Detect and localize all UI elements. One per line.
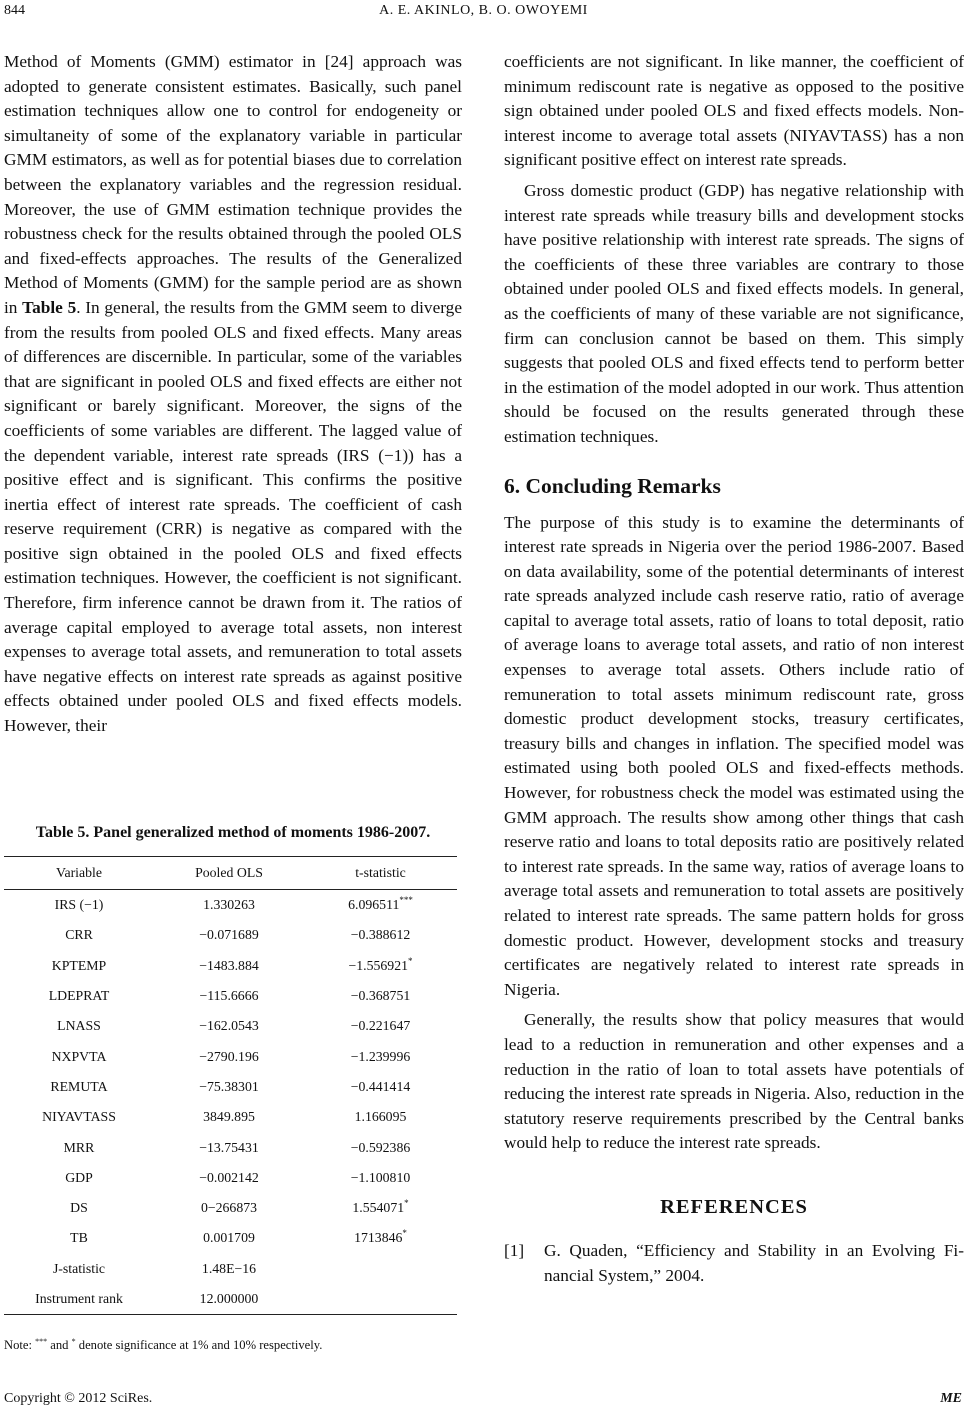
note-symbol-1: *** <box>35 1337 48 1346</box>
table-row <box>4 890 457 921</box>
cell-t-statistic <box>304 1011 457 1041</box>
significance-marker: * <box>404 1198 409 1209</box>
left-paragraph-1-rest: . In general, the results from the GMM seem to diverge from the results from pooled OLS and fixed effects. Many areas of differences are discernible. In particular, some of the variables that are significant in pooled OLS and fixed effects are either not significant or barely significant. Moreover, the signs of the coefficients of some variables are different. The lagged value of the dependent variable, interest rate spreads (IRS (−1)) has a positive effect and is significant. This confirms the positive inertia effect of interest rate spreads. The coefficient of cash reserve requirement (CRR) is negative as compared with the positive sign obtained in the pooled OLS and fixed effects estimation techniques. However, the coefficient is not significant. Therefore, firm inference cannot be drawn from it. The ratios of average capital employed to average total assets, non interest expenses to average total assets, and remuneration to total assets have negative effects on interest rate spreads as against positive effects obtained under pooled OLS and fixed effects models. However, their <box>4 297 462 736</box>
left-paragraph-1 <box>4 50 462 739</box>
cell-pooled-ols: −75.38301 <box>199 1078 259 1094</box>
cell-pooled-ols: −0.071689 <box>199 927 259 943</box>
note-text: denote significance at 1% and 10% respectively. <box>75 1338 323 1353</box>
running-authors: A. E. AKINLO, B. O. OWOYEMI <box>379 3 588 18</box>
left-paragraph-1-text: Method of Moments (GMM) estimator in [24] approach was adopted to generate consistent estimates. Basically, such panel estimation techniques allow one to control for endogeneity or simultaneity of some of the explanatory variable in particular GMM estimators, as well as for potential biases due to correlation between the explanatory variables and the regression residual. Moreover, the use of GMM estimation technique provides the robustness check for the results obtained through the pooled OLS and fixed-effects approaches. The results of the Generalized Method of Moments (GMM) for the sample period are as shown in <box>4 52 462 317</box>
table-row <box>4 1284 457 1315</box>
table-note <box>4 1337 322 1353</box>
results-table <box>4 856 457 1315</box>
right-column <box>504 50 964 1288</box>
cell-variable: CRR <box>65 927 93 943</box>
right-paragraph-2: Gross domestic product (GDP) has negative relationship with interest rate spreads while treasury bills and development stocks have positive relationship with interest rate spreads. The signs of the coefficients of these three variables are contrary to those obtained under pooled OLS and fixed effects models. In general, as the coefficients of many of these variable are not significance, firm can conclusion cannot be based on them. This simply suggests that pooled OLS and fixed effects tend to perform better in the estimation of the model adopted in our work. Thus attention should be focused on the results generated through these estimation techniques. <box>504 180 964 446</box>
t-statistic-value: −0.388612 <box>350 927 411 943</box>
table-reference: Table 5 <box>22 297 77 317</box>
significance-marker: * <box>408 955 413 966</box>
cell-pooled-ols: −115.6666 <box>199 988 259 1004</box>
cell-variable: KPTEMP <box>51 957 107 973</box>
cell-t-statistic <box>304 1284 457 1315</box>
table-row <box>4 1011 457 1041</box>
table-caption: Table 5. Panel generalized method of moments 1986-2007. <box>35 824 431 841</box>
note-prefix: Note: <box>4 1338 36 1353</box>
cell-pooled-ols: −0.002142 <box>199 1169 259 1185</box>
page-number: 844 <box>4 3 25 18</box>
table-body <box>4 890 457 1315</box>
significance-marker: * <box>402 1228 407 1239</box>
cell-t-statistic <box>304 1223 457 1253</box>
note-symbol-2: * <box>71 1337 76 1346</box>
cell-variable: J-statistic <box>52 1260 106 1276</box>
header-pooled-ols: Pooled OLS <box>154 857 304 890</box>
cell-t-statistic <box>304 1041 457 1071</box>
cell-variable: LDEPRAT <box>48 988 110 1004</box>
cell-variable: REMUTA <box>50 1078 108 1094</box>
cell-pooled-ols: 12.000000 <box>154 1284 304 1315</box>
cell-variable: IRS (−1) <box>54 897 104 913</box>
cell-t-statistic <box>304 1102 457 1132</box>
cell-pooled-ols: −1483.884 <box>199 957 259 973</box>
cell-t-statistic <box>304 1163 457 1193</box>
cell-t-statistic <box>304 951 457 981</box>
cell-t-statistic <box>304 920 457 950</box>
t-statistic-value: −1.100810 <box>350 1169 411 1185</box>
cell-t-statistic <box>304 1193 457 1223</box>
copyright: Copyright © 2012 SciRes. <box>4 1391 153 1406</box>
t-statistic-value: −1.556921 <box>348 957 409 973</box>
t-statistic-value: −0.368751 <box>350 988 411 1004</box>
t-statistic-value: 1713846 <box>354 1230 403 1246</box>
cell-variable: GDP <box>65 1169 93 1185</box>
reference-number: [1] <box>504 1240 525 1260</box>
table-row <box>4 1254 457 1284</box>
cell-pooled-ols: 3849.895 <box>203 1109 255 1125</box>
cell-t-statistic <box>304 981 457 1011</box>
table-row <box>4 1193 457 1223</box>
table-row <box>4 1132 457 1162</box>
section-heading: 6. Concluding Remarks <box>504 473 721 498</box>
t-statistic-value: −0.592386 <box>350 1139 411 1155</box>
cell-pooled-ols: 0−266873 <box>200 1200 258 1216</box>
t-statistic-value: −0.441414 <box>350 1078 411 1094</box>
t-statistic-value: 1.554071 <box>352 1200 405 1216</box>
cell-variable: NXPVTA <box>51 1048 107 1064</box>
header-variable: Variable <box>4 857 154 890</box>
significance-marker: *** <box>399 895 413 906</box>
table-row <box>4 1102 457 1132</box>
note-and: and <box>47 1338 72 1353</box>
table-row <box>4 1072 457 1102</box>
cell-t-statistic <box>304 890 457 921</box>
journal-abbrev: ME <box>940 1391 962 1406</box>
header-t-statistic: t-statistic <box>304 857 457 890</box>
table-row <box>4 1223 457 1253</box>
cell-t-statistic <box>304 1132 457 1162</box>
right-paragraph-4: Generally, the results show that policy measures that would lead to a reduction in remuneration and other expenses and a reduction in the ratio of loan to total assets have potentials of reducing the interest rate spreads in Nigeria. Also, reduction in the statutory reserve requirements prescribed by the Central banks would help to reduce the interest rate spreads. <box>504 1010 964 1153</box>
cell-variable: DS <box>70 1200 88 1216</box>
cell-variable: TB <box>70 1230 88 1246</box>
t-statistic-value: 6.096511 <box>348 897 400 913</box>
cell-pooled-ols: −13.75431 <box>199 1139 259 1155</box>
cell-t-statistic <box>304 1072 457 1102</box>
table-row <box>4 920 457 950</box>
left-column <box>4 50 462 739</box>
cell-pooled-ols: 1.48E−16 <box>201 1260 257 1276</box>
cell-pooled-ols: 0.001709 <box>203 1230 255 1246</box>
cell-variable: Instrument rank <box>4 1284 154 1315</box>
reference-text: G. Quaden, “Efficiency and Stability in an Evolving Financial System,” 2004. <box>544 1240 964 1285</box>
page-header <box>0 3 967 25</box>
table-header-row <box>4 857 457 890</box>
t-statistic-value: −1.239996 <box>350 1048 411 1064</box>
references-heading: REFERENCES <box>660 1195 808 1218</box>
table-row <box>4 981 457 1011</box>
t-statistic-value: 1.166095 <box>354 1109 407 1125</box>
right-paragraph-1: coefficients are not significant. In like manner, the coefficient of minimum rediscount rate is negative as opposed to the positive sign obtained under pooled OLS and fixed effects models. Non-interest income to average total assets (NIYAVTASS) has a non significant positive effect on interest rate spreads. <box>504 52 964 170</box>
cell-variable: NIYAVTASS <box>42 1109 116 1125</box>
cell-t-statistic <box>304 1254 457 1284</box>
cell-pooled-ols: −2790.196 <box>199 1048 259 1064</box>
t-statistic-value: −0.221647 <box>350 1018 411 1034</box>
cell-variable: MRR <box>63 1139 95 1155</box>
table-row <box>4 1041 457 1071</box>
cell-pooled-ols: 1.330263 <box>203 897 255 913</box>
table-row <box>4 1163 457 1193</box>
cell-pooled-ols: −162.0543 <box>199 1018 259 1034</box>
cell-variable: LNASS <box>57 1018 101 1034</box>
table-row <box>4 951 457 981</box>
right-paragraph-3: The purpose of this study is to examine the determinants of interest rate spreads in Nigeria over the period 1986-2007. Based on data availability, some of the potential determinants of interest rate spreads analyzed include cash reserve ratio, ratio of average capital to average total assets, ratio of loans to total deposit, ratio of average loans to average total assets, and ratio of non interest expenses to average total assets. Others include ratio of remuneration to total assets minimum rediscount rate, gross domestic product development stocks, treasury certificates, treasury bills and changes in inflation. The specified model was estimated using both pooled OLS and fixed-effects methods. However, for robustness check the model was estimated using the GMM approach. The results show among other things that cash reserve ratio and loans to total deposits ratio are positively related to interest rate spreads. In the same way, ratios of average loans to average total assets and remuneration to total assets are positively related to interest rate spreads. The same pattern holds for gross domestic product. However, development stocks and treasury certificates are negatively related to interest rate spreads in Nigeria. <box>504 512 964 999</box>
reference-item <box>504 1239 964 1288</box>
